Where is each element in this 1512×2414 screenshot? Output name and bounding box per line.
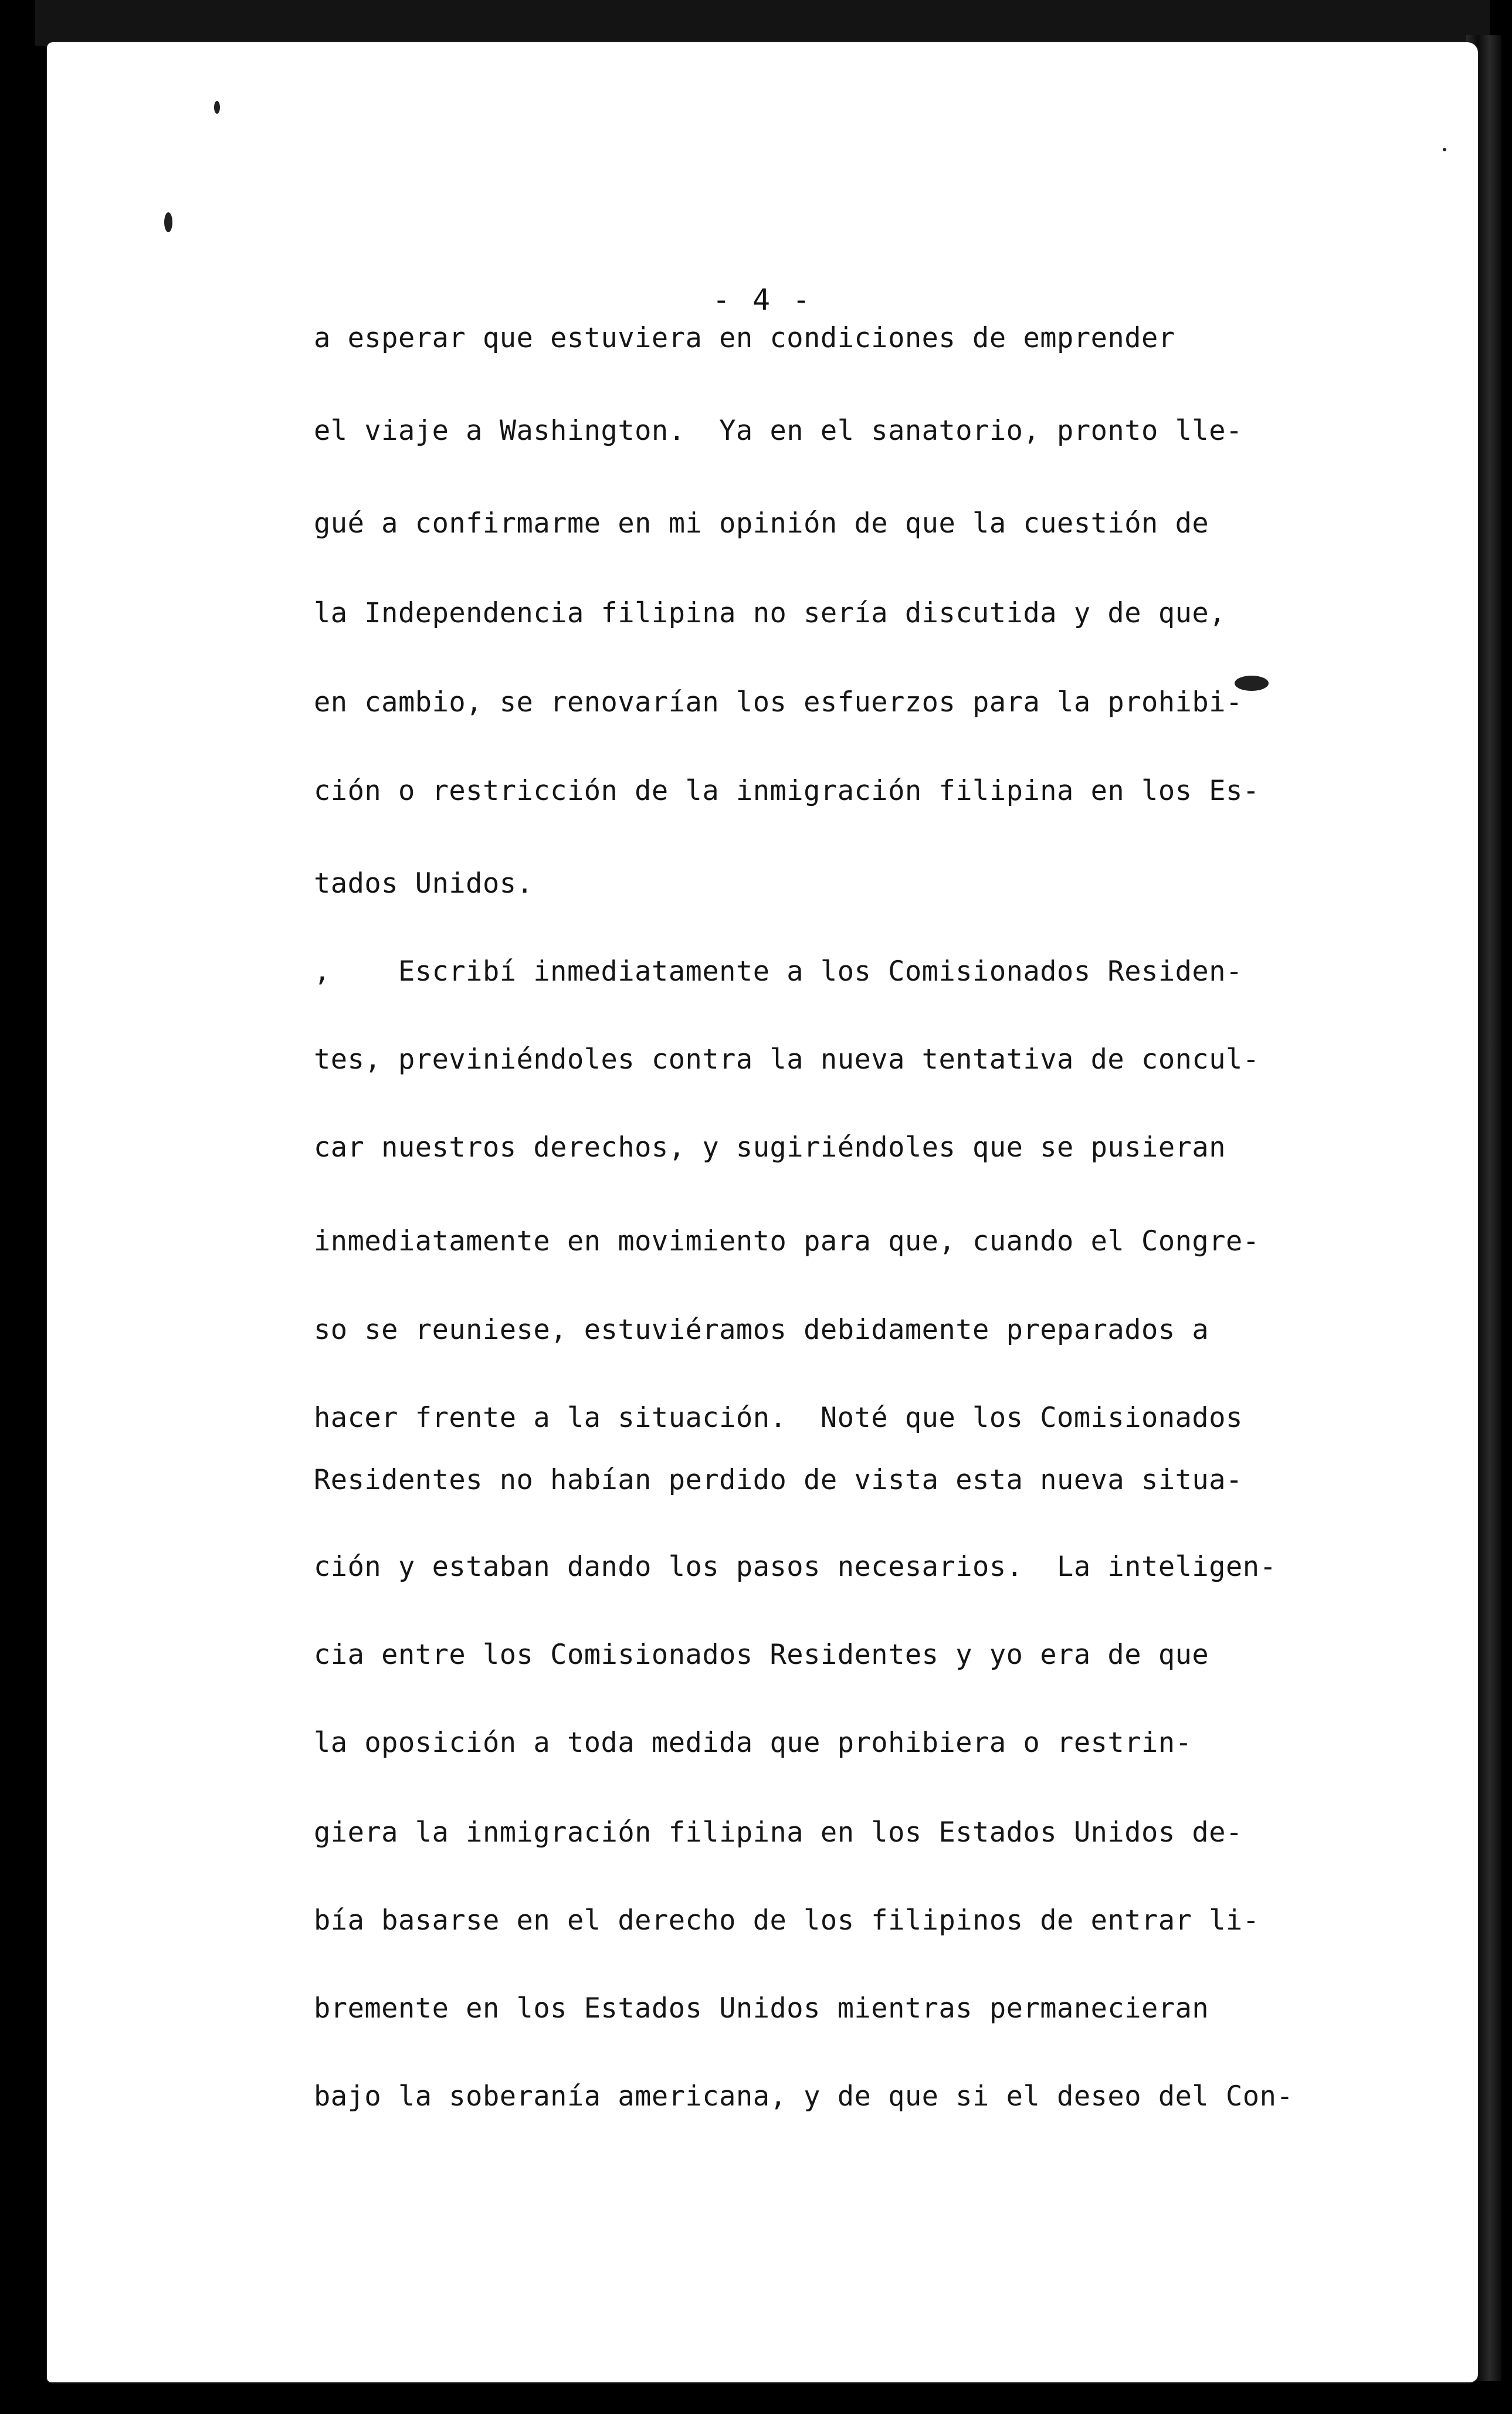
scan-speck	[164, 212, 172, 232]
text-line: tes, previniéndoles contra la nueva tentativa de concul-	[314, 1043, 1260, 1076]
text-line: bremente en los Estados Unidos mientras permanecieran	[314, 1992, 1209, 2025]
text-line: bajo la soberanía americana, y de que si el deseo del Con-	[314, 2080, 1294, 2113]
text-line: la Independencia filipina no sería discutida y de que,	[314, 597, 1226, 629]
text-line: el viaje a Washington. Ya en el sanatorio, pronto lle-	[314, 415, 1243, 447]
text-line: a esperar que estuviera en condiciones de emprender	[314, 322, 1175, 354]
scan-speck	[1443, 148, 1446, 151]
text-line: , Escribí inmediatamente a los Comisionados Residen-	[314, 955, 1243, 988]
text-line: cia entre los Comisionados Residentes y yo era de que	[314, 1639, 1209, 1671]
text-line: car nuestros derechos, y sugiriéndoles que se pusieran	[314, 1131, 1226, 1164]
text-line: giera la inmigración filipina en los Estados Unidos de-	[314, 1816, 1243, 1849]
scan-speck	[214, 101, 220, 114]
scan-border-top	[35, 0, 1490, 46]
text-line: Residentes no habían perdido de vista esta nueva situa-	[314, 1464, 1243, 1496]
text-line: ción o restricción de la inmigración filipina en los Es-	[314, 775, 1260, 807]
text-line: en cambio, se renovarían los esfuerzos para la prohibi-	[314, 686, 1243, 718]
text-line: hacer frente a la situación. Noté que los Comisionados	[314, 1402, 1243, 1434]
text-line: bía basarse en el derecho de los filipinos de entrar li-	[314, 1904, 1260, 1937]
text-line: gué a confirmarme en mi opinión de que la cuestión de	[314, 507, 1209, 540]
text-line: ción y estaban dando los pasos necesarios. La inteligen-	[314, 1551, 1277, 1583]
text-line: inmediatamente en movimiento para que, cuando el Congre-	[314, 1225, 1260, 1257]
text-line: la oposición a toda medida que prohibiera o restrin-	[314, 1727, 1192, 1759]
page-number: - 4 -	[712, 283, 813, 317]
text-line: so se reuniese, estuviéramos debidamente preparados a	[314, 1314, 1209, 1346]
document-page	[47, 42, 1478, 2382]
text-line: tados Unidos.	[314, 867, 534, 900]
